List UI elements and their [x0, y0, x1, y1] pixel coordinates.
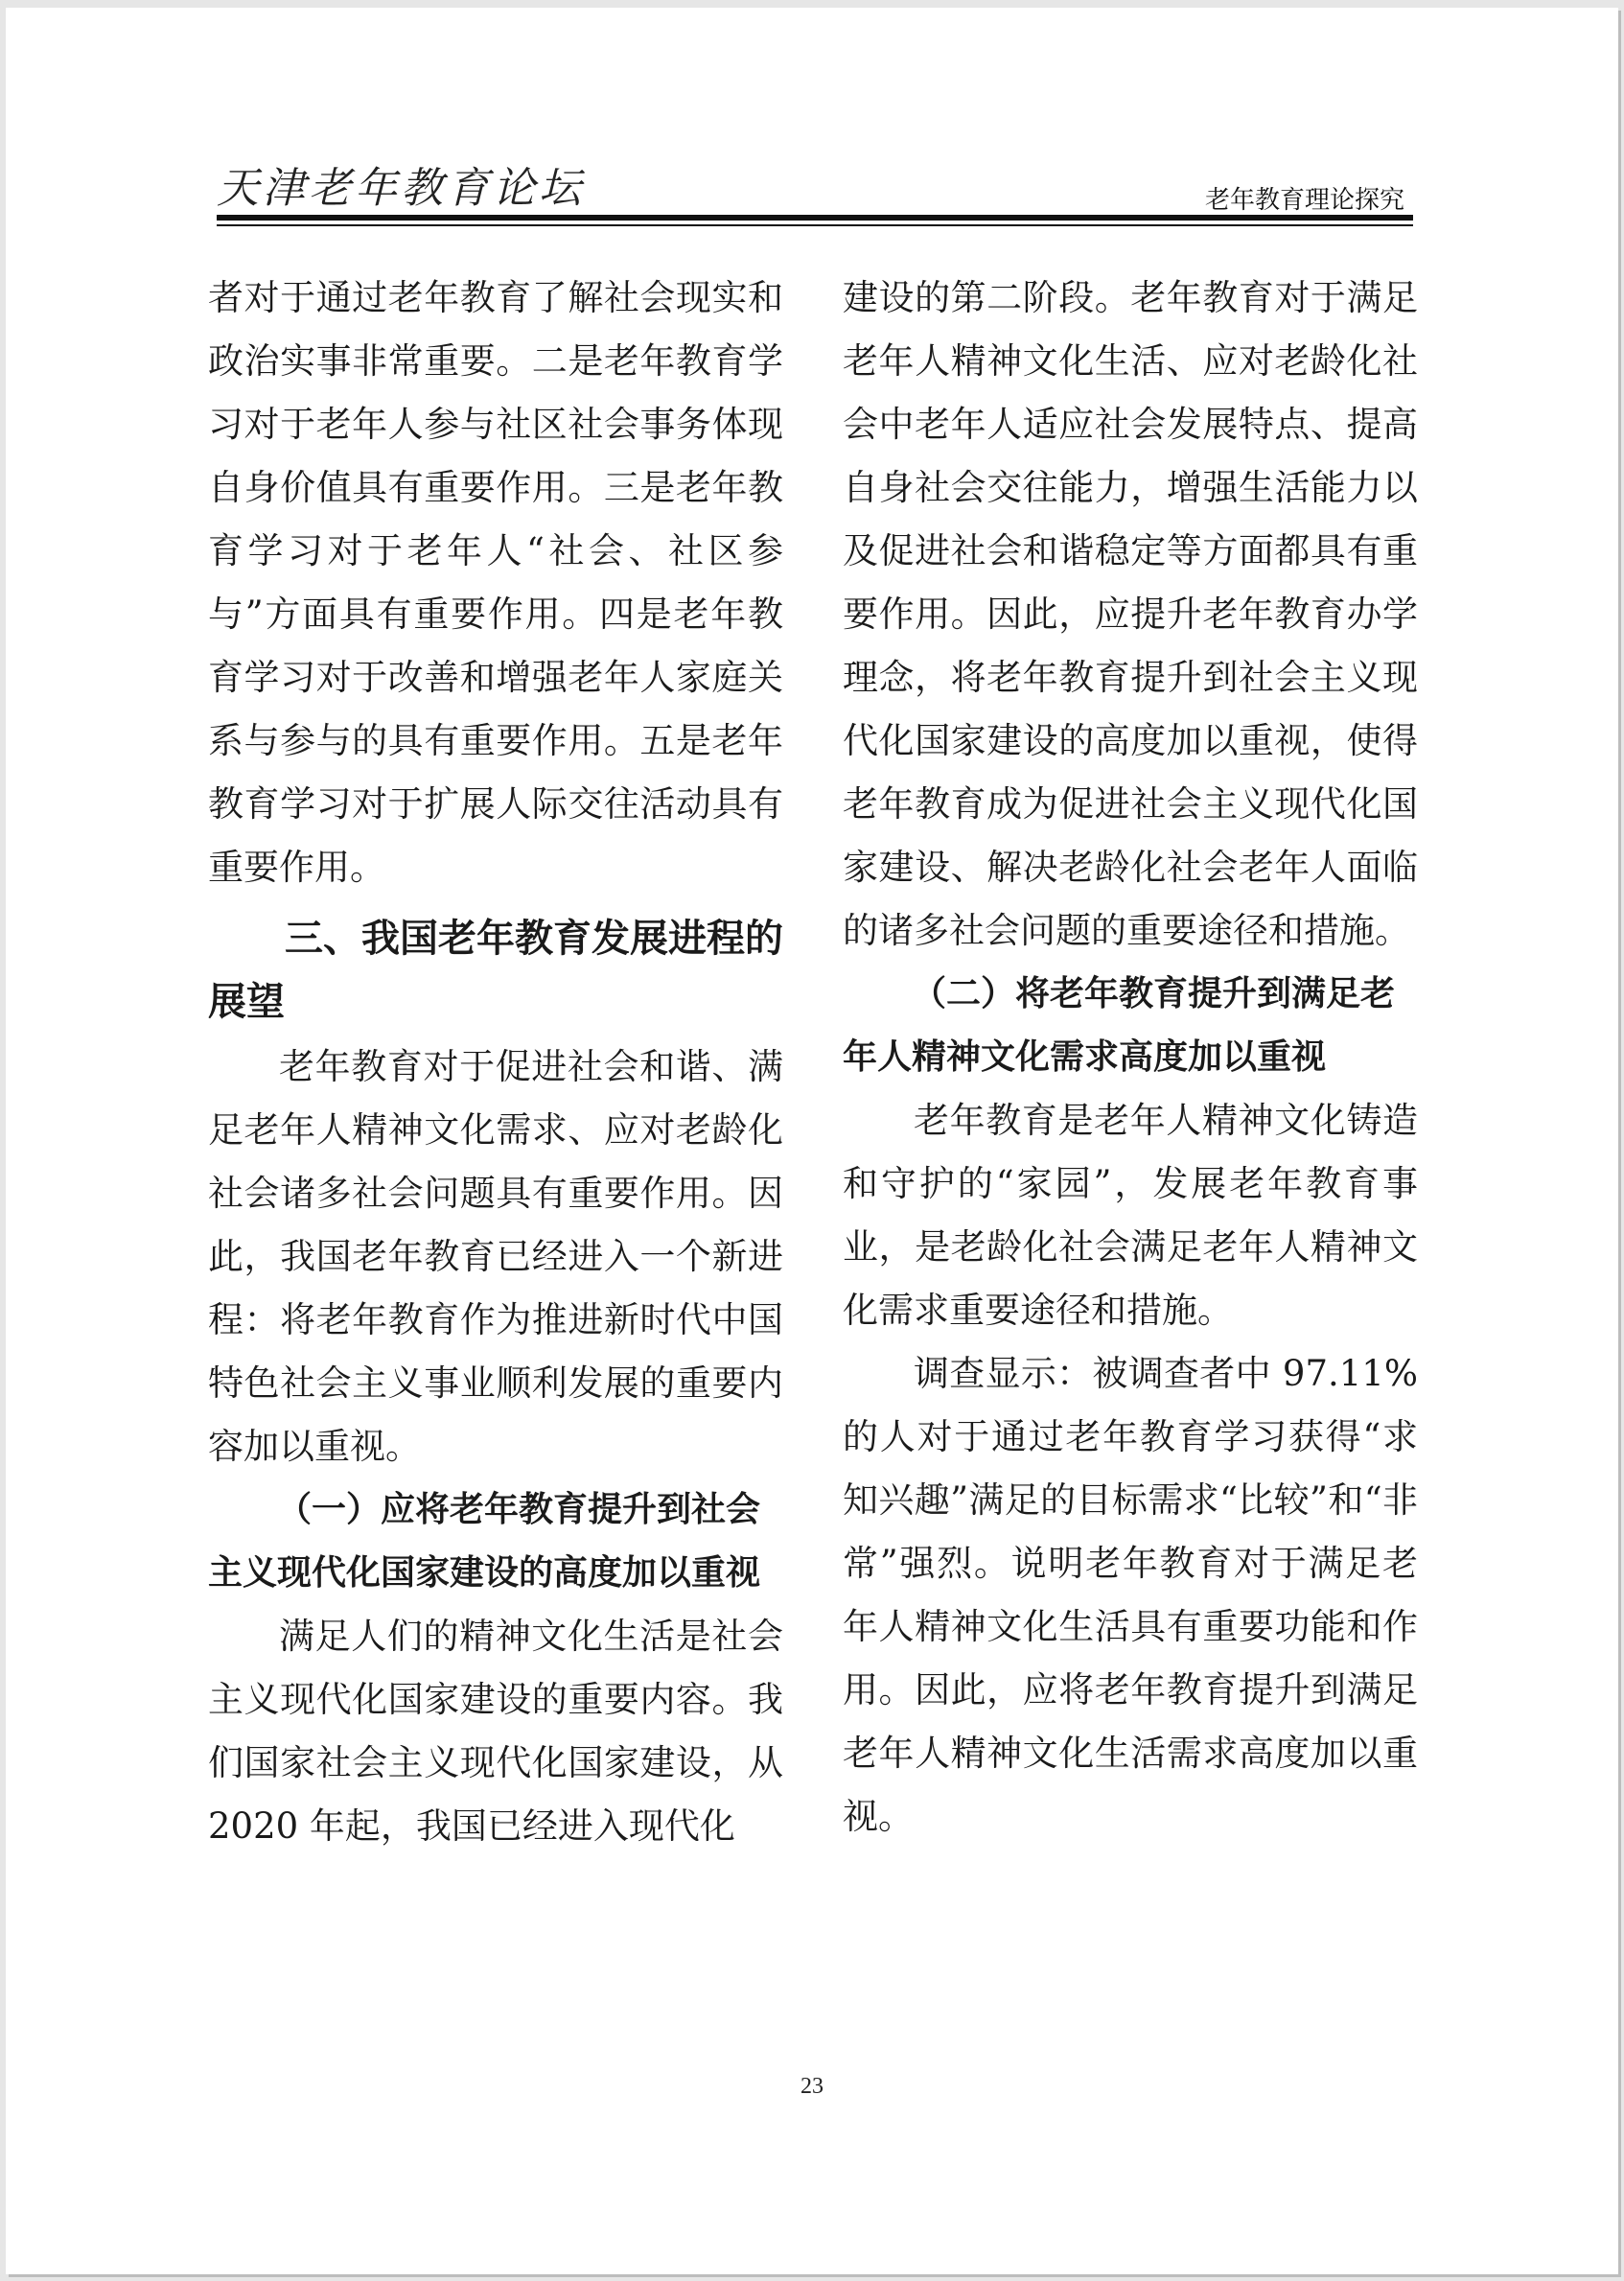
section-title: 老年教育理论探究	[1204, 186, 1404, 215]
paragraph: 建设的第二阶段。老年教育对于满足老年人精神文化生活、应对老龄化社会中老年人适应社会发展特点、提高自身社会交往能力，增强生活能力以及促进社会和谐稳定等方面都具有重要作用。因此，应提升老年教育办学理念，将老年教育提升到社会主义现代化国家建设的高度加以重视，使得老年教育成为促进社会主义现代化国家建设、解决老龄化社会老年人面临的诸多社会问题的重要途径和措施。	[843, 277, 1418, 951]
left-column	[208, 267, 783, 1858]
paragraph: 满足人们的精神文化生活是社会主义现代化国家建设的重要内容。我们国家社会主义现代化国家建设，从 2020 年起，我国已经进入现代化	[208, 1616, 783, 1847]
section-heading: 三、我国老年教育发展进程的展望	[208, 917, 783, 1024]
document-page	[6, 8, 1618, 2274]
paragraph: 老年教育是老年人精神文化铸造和守护的“家园”，发展老年教育事业，是老龄化社会满足老年人精神文化需求重要途径和措施。	[843, 1100, 1418, 1331]
subsection-heading: （一）应将老年教育提升到社会主义现代化国家建设的高度加以重视	[208, 1490, 761, 1593]
header-rule-thick	[217, 215, 1413, 221]
paragraph: 老年教育对于促进社会和谐、满足老年人精神文化需求、应对老龄化社会诸多社会问题具有重要作用。因此，我国老年教育已经进入一个新进程：将老年教育作为推进新时代中国特色社会主义事业顺利发展的重要内容加以重视。	[208, 1046, 783, 1467]
subsection-heading: （二）将老年教育提升到满足老年人精神文化需求高度加以重视	[843, 974, 1396, 1077]
page-number: 23	[800, 2074, 824, 2099]
right-column	[843, 267, 1418, 1849]
paragraph: 调查显示：被调查者中 97.11%的人对于通过老年教育学习获得“求知兴趣”满足的目标需求“比较”和“非常”强烈。说明老年教育对于满足老年人精神文化生活具有重要功能和作用。因此，应将老年教育提升到满足老年人精神文化生活需求高度加以重视。	[843, 1353, 1418, 1837]
header-rule-thin	[217, 224, 1413, 226]
journal-logo: 天津老年教育论坛	[217, 164, 585, 213]
paragraph: 者对于通过老年教育了解社会现实和政治实事非常重要。二是老年教育学习对于老年人参与社区社会事务体现自身价值具有重要作用。三是老年教育学习对于老年人“社会、社区参与”方面具有重要作用。四是老年教育学习对于改善和增强老年人家庭关系与参与的具有重要作用。五是老年教育学习对于扩展人际交往活动具有重要作用。	[208, 277, 783, 888]
